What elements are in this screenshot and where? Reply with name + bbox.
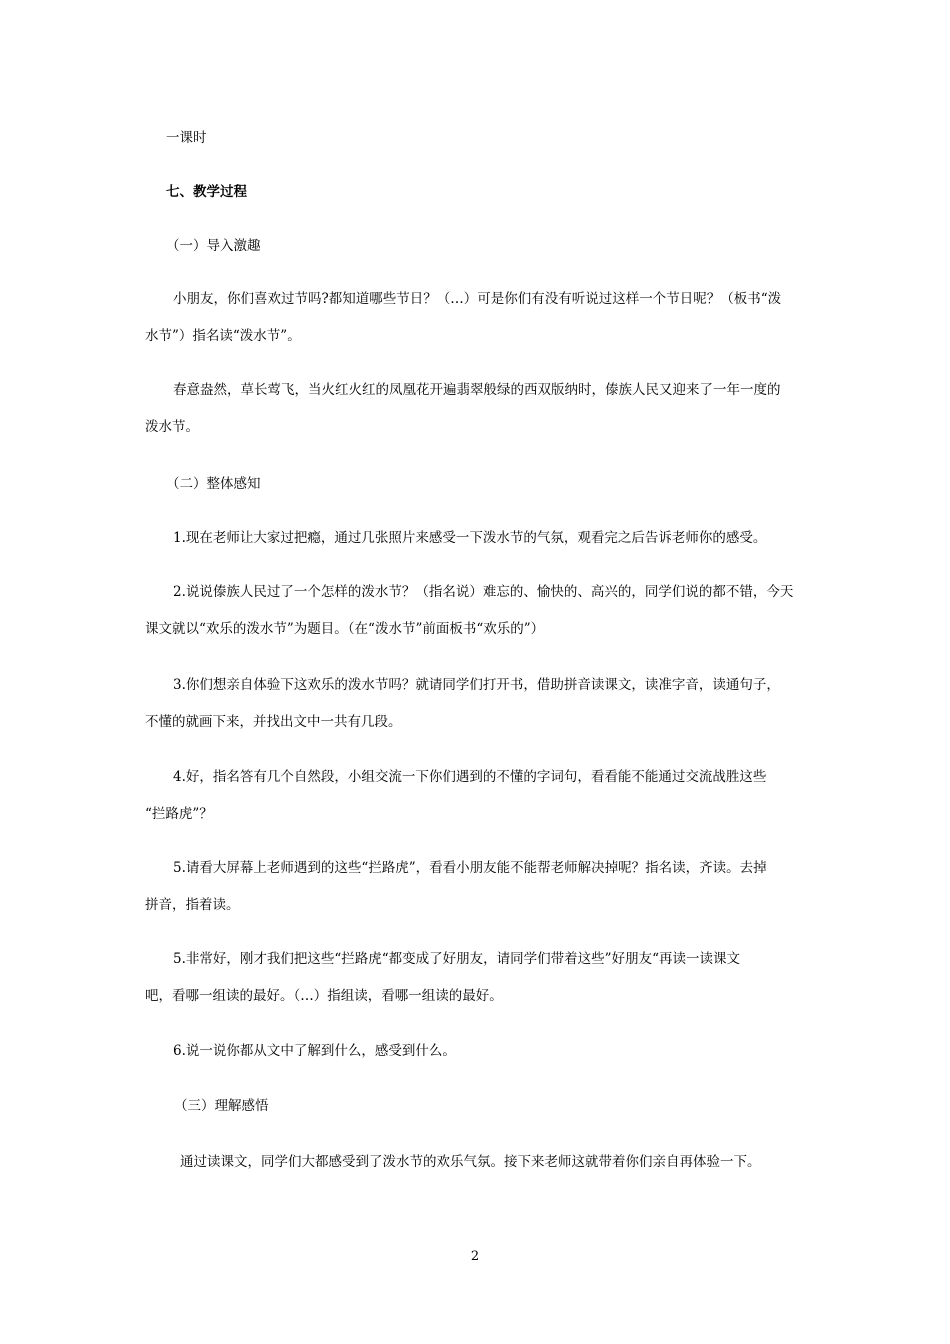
paragraph-line: 4.好，指名答有几个自然段，小组交流一下你们遇到的不懂的字词句，看看能不能通过交流战胜这些 xyxy=(173,769,767,785)
paragraph-line: 不懂的就画下来，并找出文中一共有几段。 xyxy=(145,714,402,730)
page-number: 2 xyxy=(470,1249,480,1264)
subheading-understanding: （三）理解感悟 xyxy=(174,1098,269,1114)
subheading-overall-perception: （二）整体感知 xyxy=(166,476,261,492)
list-item-5a xyxy=(145,850,807,924)
list-item-5b xyxy=(145,941,807,1015)
paragraph-line: 吧，看哪一组读的最好。（…）指组读，看哪一组读的最好。 xyxy=(145,988,503,1004)
paragraph-line: 课文就以“欢乐的泼水节”为题目。（在“泼水节”前面板书“欢乐的”） xyxy=(145,621,545,637)
list-item-3 xyxy=(145,667,807,741)
paragraph-line: 3.你们想亲自体验下这欢乐的泼水节吗？就请同学们打开书，借助拼音读课文，读准字音，读通句子， xyxy=(173,677,780,693)
paragraph-introduction-scene xyxy=(145,372,807,446)
paragraph-line: “拦路虎”？ xyxy=(145,806,213,822)
lesson-period-text: 一课时 xyxy=(166,130,207,146)
paragraph-line: 5.请看大屏幕上老师遇到的这些“拦路虎”，看看小朋友能不能帮老师解决掉呢？指名读，齐读。去掉 xyxy=(173,860,767,876)
list-item-6 xyxy=(145,1033,807,1070)
paragraph-line: 拼音，指着读。 xyxy=(145,897,240,913)
list-item-1 xyxy=(145,520,807,557)
list-item-4 xyxy=(145,759,807,833)
paragraph-line: 6.说一说你都从文中了解到什么，感受到什么。 xyxy=(173,1043,456,1059)
paragraph-line: 水节”）指名读“泼水节”。 xyxy=(145,328,301,344)
paragraph-introduction-question xyxy=(145,281,807,355)
list-item-2 xyxy=(145,574,807,648)
paragraph-line: 通过读课文，同学们大都感受到了泼水节的欢乐气氛。接下来老师这就带着你们亲自再体验一下。 xyxy=(180,1154,761,1170)
paragraph-line: 2.说说傣族人民过了一个怎样的泼水节？（指名说）难忘的、愉快的、高兴的，同学们说的都不错，今天 xyxy=(173,584,794,600)
paragraph-line: 5.非常好，刚才我们把这些“拦路虎“都变成了好朋友，请同学们带着这些”好朋友“再读一读课文 xyxy=(173,951,740,967)
paragraph-line: 春意盎然，草长莺飞，当火红火红的凤凰花开遍翡翠般绿的西双版纳时，傣族人民又迎来了一年一度的 xyxy=(173,382,781,398)
section-heading-teaching-process: 七、教学过程 xyxy=(166,184,247,200)
paragraph-understanding xyxy=(145,1144,807,1181)
subheading-introduction: （一）导入激趣 xyxy=(166,238,261,254)
paragraph-line: 泼水节。 xyxy=(145,419,199,435)
paragraph-line: 1.现在老师让大家过把瘾，通过几张照片来感受一下泼水节的气氛，观看完之后告诉老师你的感受。 xyxy=(173,530,767,546)
paragraph-line: 小朋友，你们喜欢过节吗?都知道哪些节日？（…）可是你们有没有听说过这样一个节日呢？（板书“泼 xyxy=(173,291,782,307)
